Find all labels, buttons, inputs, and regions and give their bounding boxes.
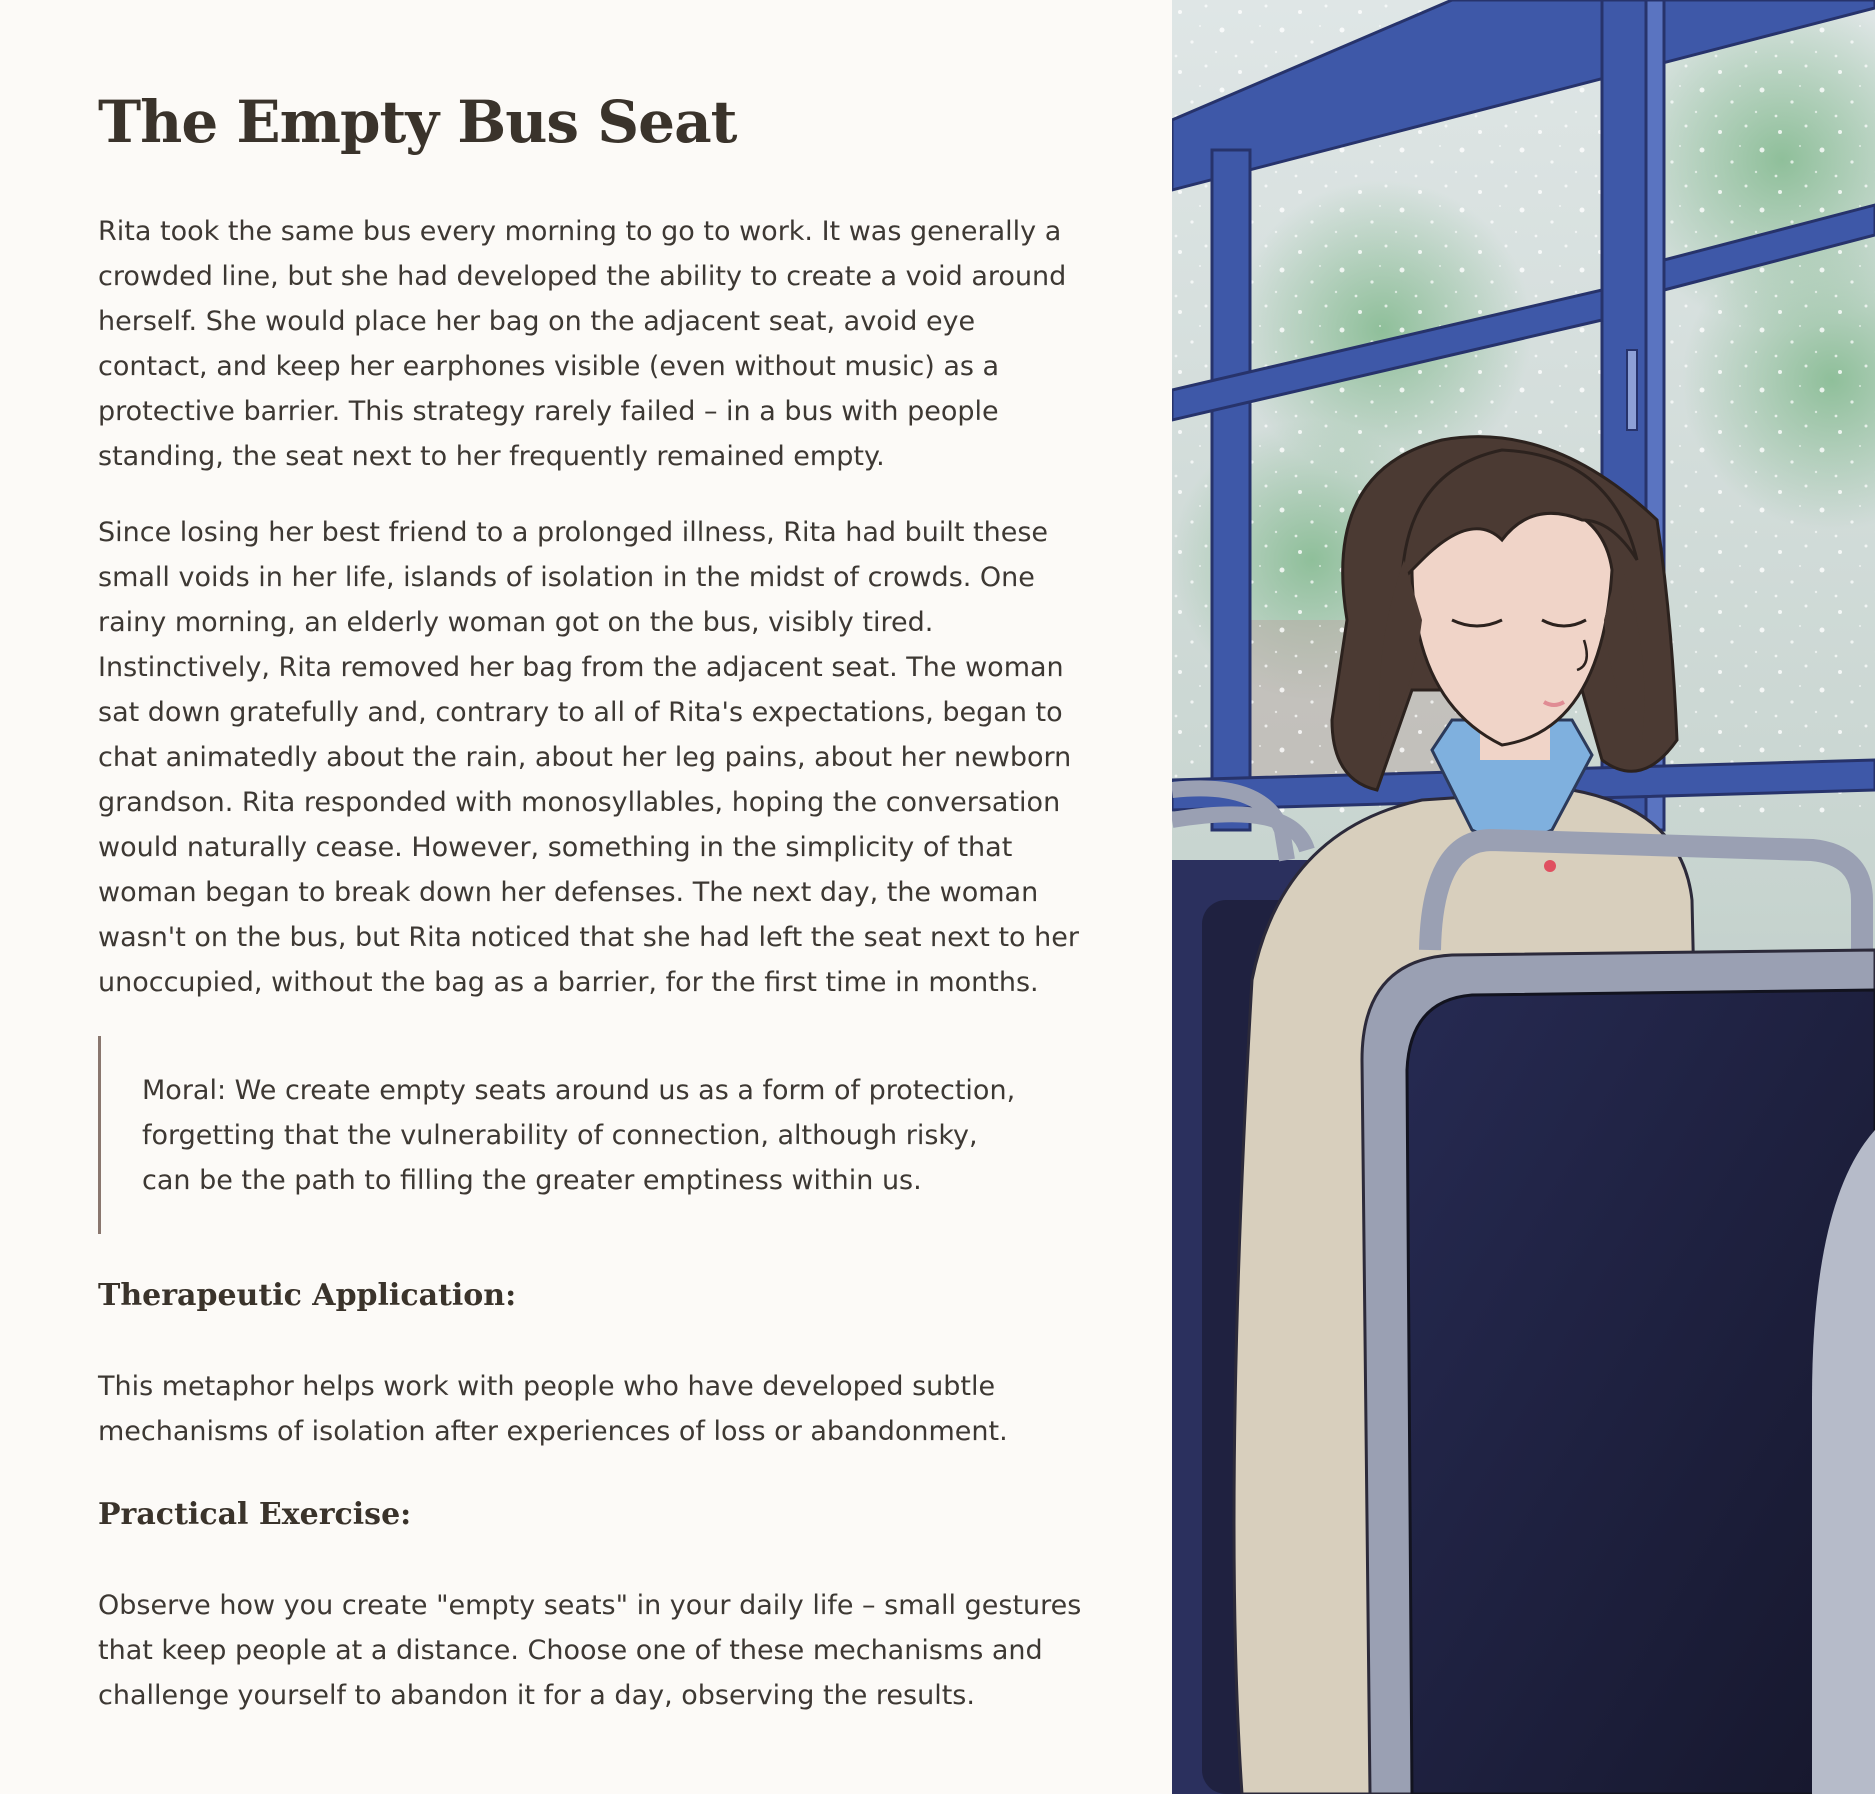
moral-blockquote — [98, 1036, 1066, 1234]
article-title: The Empty Bus Seat — [98, 88, 737, 156]
practical-exercise-heading: Practical Exercise: — [98, 1497, 412, 1532]
moral-text: Moral: We create empty seats around us as a form of protection, forgetting that the vulnerability of connection, although risky, can be the path to filling the greater emptiness within us. — [142, 1075, 1016, 1196]
paragraph-1: Rita took the same bus every morning to go to work. It was generally a crowded line, but she had developed the ability to create a void around herself. She would place her bag on the adjacent seat, avoid eye contact, and keep her earphones visible (even without music) as a protective barrier. This strategy rarely failed – in a bus with people standing, the seat next to her frequently remained empty. — [98, 216, 1067, 472]
practical-exercise-text: Observe how you create "empty seats" in your daily life – small gestures that keep people at a distance. Choose one of these mechanisms and challenge yourself to abandon it for a day, observing the results. — [98, 1590, 1082, 1711]
paragraph-2: Since losing her best friend to a prolonged illness, Rita had built these small voids in her life, islands of isolation in the midst of crowds. One rainy morning, an elderly woman got on the bus, visibly tired. Instinctively, Rita removed her bag from the adjacent seat. The woman sat down gratefully and, contrary to all of Rita's expectations, began to chat animatedly about the rain, about her leg pains, about her newborn grandson. Rita responded with monosyllables, hoping the conversation would naturally cease. However, something in the simplicity of that woman began to break down her defenses. The next day, the woman wasn't on the bus, but Rita noticed that she had left the seat next to her unoccupied, without the bag as a barrier, for the first time in months. — [98, 517, 1079, 998]
therapeutic-application-heading: Therapeutic Application: — [98, 1278, 517, 1313]
therapeutic-application-text: This metaphor helps work with people who have developed subtle mechanisms of isolation after experiences of loss or abandonment. — [98, 1371, 1008, 1447]
bus-illustration — [1172, 0, 1875, 1794]
front-seat — [1362, 840, 1875, 1794]
